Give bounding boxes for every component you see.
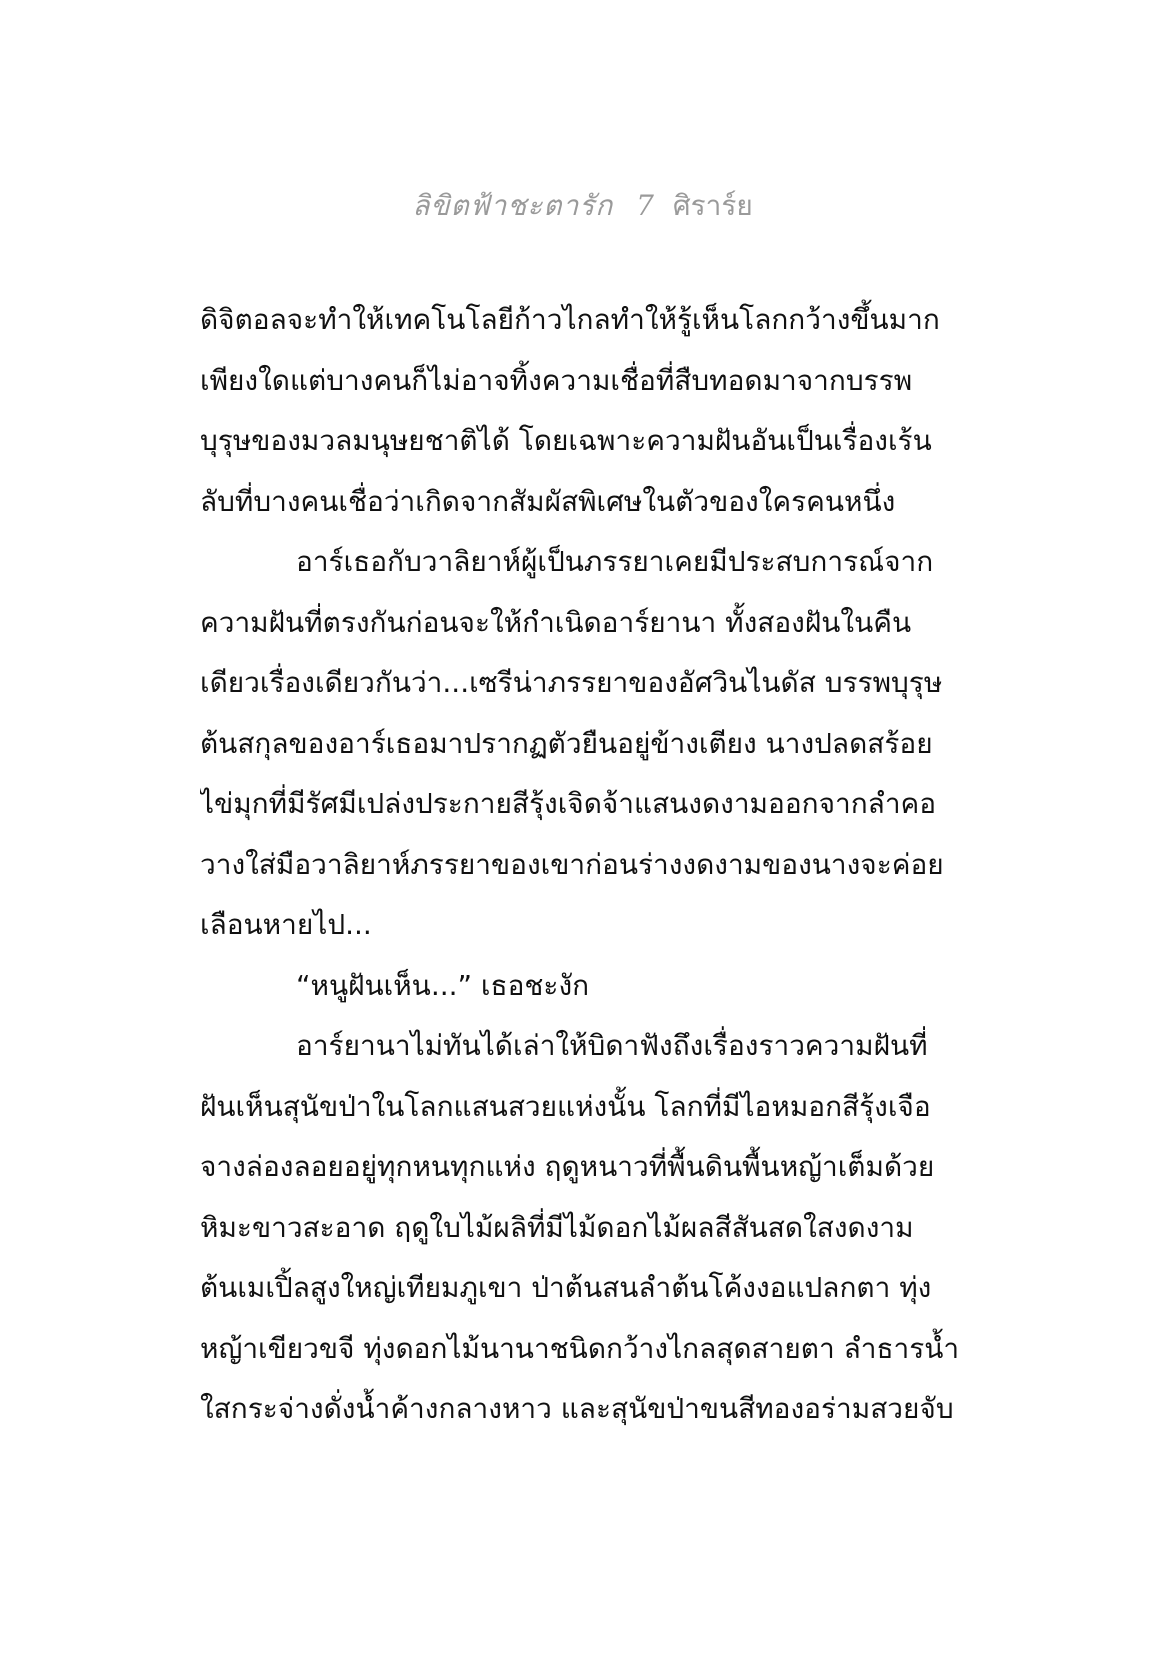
text-line: หญ้าเขียวขจี ทุ่งดอกไม้นานาชนิดกว้างไกลสุดสายตา ลำธารน้ำ xyxy=(200,1331,960,1365)
author-name: ศิราร์ย xyxy=(672,189,753,222)
text-line: ไข่มุกที่มีรัศมีเปล่งประกายสีรุ้งเจิดจ้าแสนงดงามออกจากลำคอ xyxy=(200,787,937,820)
text-line: วางใส่มือวาลิยาห์ภรรยาของเขาก่อนร่างงดงามของนางจะค่อย xyxy=(200,847,944,881)
text-line: จางล่องลอยอยู่ทุกหนทุกแห่ง ฤดูหนาวที่พื้นดินพื้นหญ้าเต็มด้วย xyxy=(200,1150,935,1183)
text-line: ต้นสกุลของอาร์เธอมาปรากฏตัวยืนอยู่ข้างเตียง นางปลดสร้อย xyxy=(200,726,933,760)
text-line: ความฝันที่ตรงกันก่อนจะให้กำเนิดอาร์ยานา ทั้งสองฝันในคืน xyxy=(200,605,912,639)
text-line: ลับที่บางคนเชื่อว่าเกิดจากสัมผัสพิเศษในตัวของใครคนหนึ่ง xyxy=(200,484,896,518)
text-line: บุรุษของมวลมนุษยชาติได้ โดยเฉพาะความฝันอันเป็นเรื่องเร้น xyxy=(200,424,932,457)
text-line: หิมะขาวสะอาด ฤดูใบไม้ผลิที่มีไม้ดอกไม้ผลสีสันสดใสงดงาม xyxy=(200,1210,914,1244)
text-line: ใสกระจ่างดั่งน้ำค้างกลางหาว และสุนัขป่าขนสีทองอร่ามสวยจับ xyxy=(200,1392,954,1425)
running-header xyxy=(0,186,1165,226)
text-line: ฝันเห็นสุนัขป่าในโลกแสนสวยแห่งนั้น โลกที่มีไอหมอกสีรุ้งเจือ xyxy=(200,1089,931,1123)
body-text xyxy=(200,290,968,1440)
book-title: ลิขิตฟ้าชะตารัก xyxy=(412,189,614,222)
text-line: เดียวเรื่องเดียวกันว่า...เซรีน่าภรรยาของอัศวินไนดัส บรรพบุรุษ xyxy=(200,666,943,699)
text-line: อาร์เธอกับวาลิยาห์ผู้เป็นภรรยาเคยมีประสบการณ์จาก xyxy=(296,545,934,578)
text-line: เลือนหายไป... xyxy=(200,908,372,941)
text-line: ต้นเมเปิ้ลสูงใหญ่เทียมภูเขา ป่าต้นสนลำต้นโค้งงอแปลกตา ทุ่ง xyxy=(200,1271,932,1304)
dialogue-line: “หนูฝันเห็น...” เธอชะงัก xyxy=(296,968,590,1002)
text-line: ดิจิตอลจะทำให้เทคโนโลยีก้าวไกลทำให้รู้เห็นโลกกว้างขึ้นมาก xyxy=(200,303,940,336)
text-line: อาร์ยานาไม่ทันได้เล่าให้บิดาฟังถึงเรื่องราวความฝันที่ xyxy=(296,1029,928,1062)
text-line: เพียงใดแต่บางคนก็ไม่อาจทิ้งความเชื่อที่สืบทอดมาจากบรรพ xyxy=(200,363,913,397)
page-number: 7 xyxy=(636,189,654,222)
